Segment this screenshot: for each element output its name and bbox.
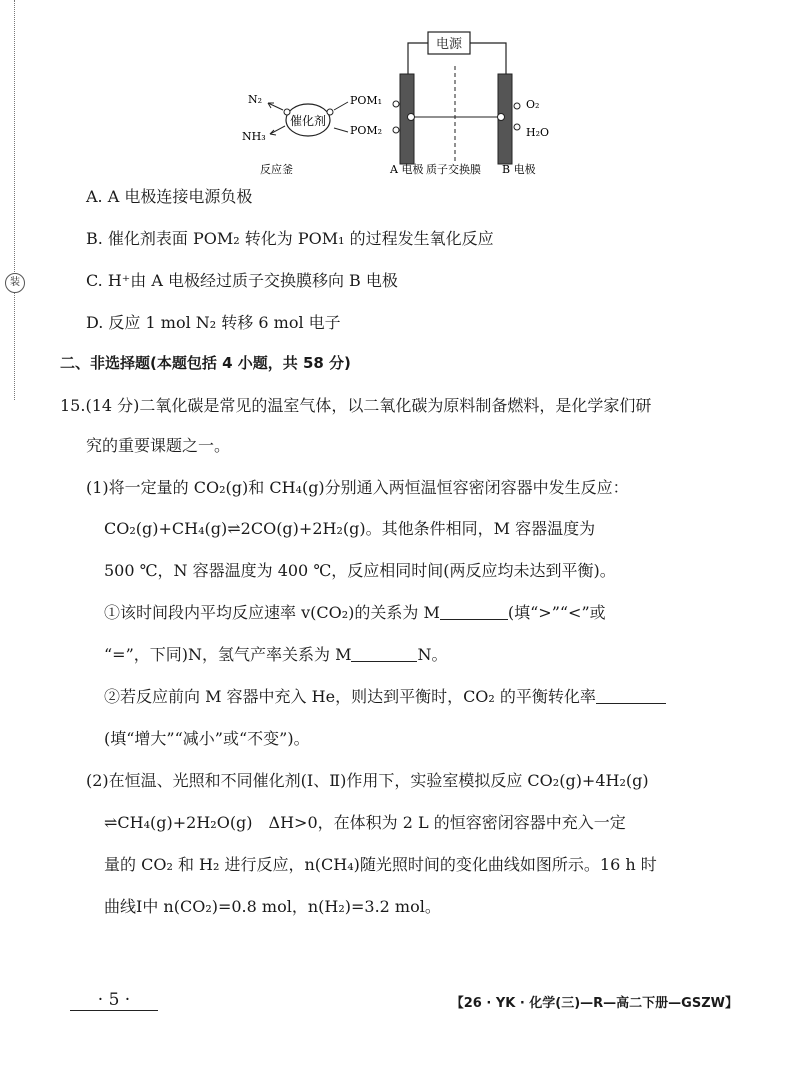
wire-left: [408, 43, 428, 74]
n2-label: N₂: [248, 93, 263, 106]
option-b: B. 催化剂表面 POM₂ 转化为 POM₁ 的过程发生氧化反应: [86, 229, 494, 248]
q15-line2: 究的重要课题之一。: [86, 436, 231, 455]
q15-p1-q1-line2: [104, 642, 800, 665]
q15-p1-q1-text-a: ①该时间段内平均反应速率 v(CO₂)的关系为 M: [104, 603, 440, 622]
section-title: 二、非选择题(本题包括 4 小题，共 58 分): [60, 354, 351, 372]
answer-blank-rate[interactable]: [440, 603, 508, 620]
q15-p2-line2: ⇌CH₄(g)+2H₂O(g) ΔH>0，在体积为 2 L 的恒容密闭容器中充入一定: [104, 813, 626, 832]
binding-mark: 装: [5, 273, 25, 293]
electrode-a-label: A 电极: [390, 163, 424, 176]
option-a: A. A 电极连接电源负极: [86, 187, 253, 206]
pom2-label: POM₂: [350, 124, 383, 137]
q15-line1: 15.(14 分)二氧化碳是常见的温室气体，以二氧化碳为原料制备燃料，是化学家们研: [60, 396, 652, 415]
q15-p1-q2-text-a: ②若反应前向 M 容器中充入 He，则达到平衡时，CO₂ 的平衡转化率: [104, 687, 596, 706]
q15-p1-q1-text-d: N。: [417, 645, 448, 664]
page-number: · 5 ·: [70, 990, 158, 1011]
pom1-label: POM₁: [350, 94, 383, 107]
electrolysis-diagram: [230, 24, 560, 182]
exam-code: 【26 · YK · 化学(三)—R—高二下册—GSZW】: [450, 996, 738, 1011]
reactor-label: 反应釜: [260, 163, 293, 176]
binding-line: [14, 0, 15, 400]
electrode-b-label: B 电极: [502, 163, 536, 176]
q15-p2-line1: (2)在恒温、光照和不同催化剂(Ⅰ、Ⅱ)作用下，实验室模拟反应 CO₂(g)+4H₂(g): [86, 771, 649, 790]
q15-p1-q2-line1: [104, 684, 800, 707]
catalyst-label: 催化剂: [289, 114, 327, 128]
membrane-label: 质子交换膜: [426, 163, 481, 176]
h2o-label: H₂O: [526, 126, 550, 139]
q15-p1-line2: CO₂(g)+CH₄(g)⇌2CO(g)+2H₂(g)。其他条件相同，M 容器温度为: [104, 519, 596, 538]
q15-p1-q2-line2: (填“增大”“减小”或“不变”)。: [104, 729, 310, 748]
power-label: 电源: [435, 37, 463, 52]
nh3-label: NH₃: [242, 130, 266, 143]
option-c: C. H⁺由 A 电极经过质子交换膜移向 B 电极: [86, 271, 398, 290]
option-d: D. 反应 1 mol N₂ 转移 6 mol 电子: [86, 313, 341, 332]
answer-blank-yield[interactable]: [351, 645, 417, 662]
o2-label: O₂: [526, 98, 540, 111]
answer-blank-conversion[interactable]: [596, 687, 666, 704]
q15-p2-line3: 量的 CO₂ 和 H₂ 进行反应，n(CH₄)随光照时间的变化曲线如图所示。16 h 时: [104, 855, 657, 874]
wire-right: [470, 43, 506, 74]
q15-p1-line1: (1)将一定量的 CO₂(g)和 CH₄(g)分别通入两恒温恒容密闭容器中发生反应：: [86, 478, 629, 497]
q15-p1-q1-line1: [104, 600, 800, 623]
q15-p2-line4: 曲线Ⅰ中 n(CO₂)=0.8 mol，n(H₂)=3.2 mol。: [104, 897, 441, 916]
q15-p1-q1-text-b: (填“>”“<”或: [507, 603, 606, 622]
q15-p1-line3: 500 ℃，N 容器温度为 400 ℃，反应相同时间(两反应均未达到平衡)。: [104, 561, 616, 580]
q15-p1-q1-text-c: “=”，下同)N，氢气产率关系为 M: [104, 645, 352, 664]
